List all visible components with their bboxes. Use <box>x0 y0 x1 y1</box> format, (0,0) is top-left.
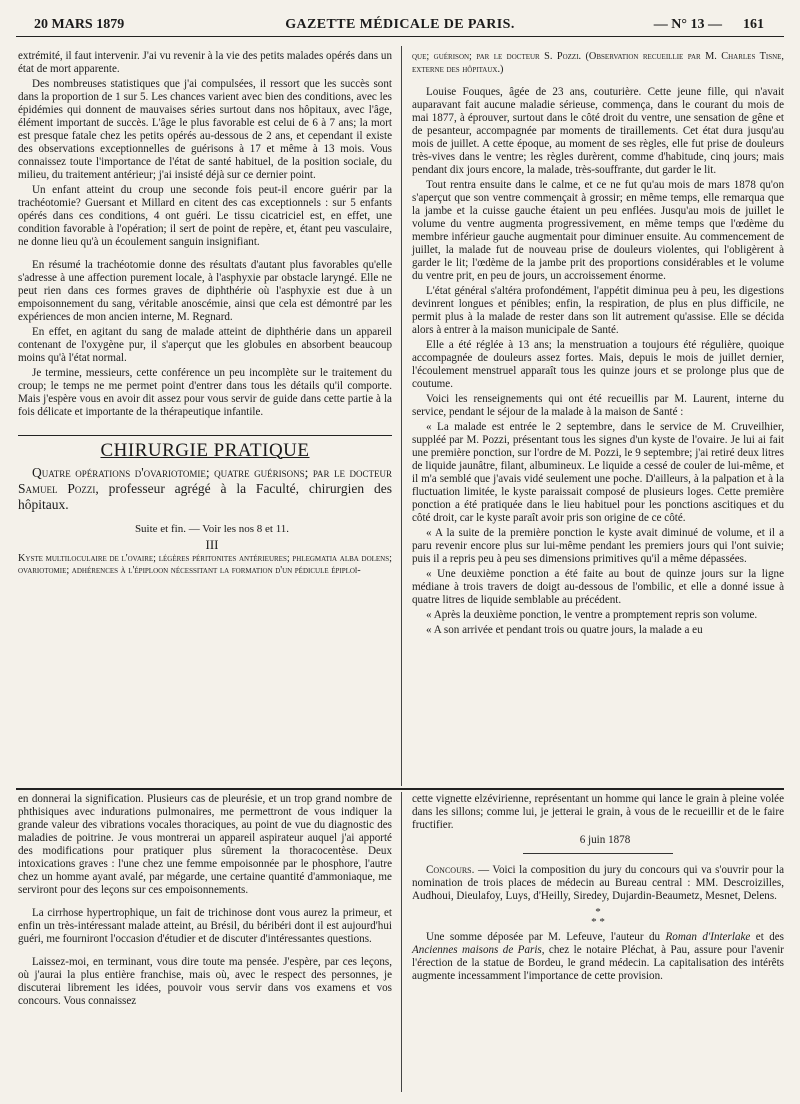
continuation-note: Suite et fin. — Voir les nos 8 et 11. <box>134 523 290 535</box>
column-right-top <box>412 50 784 639</box>
concours-notice <box>412 864 784 903</box>
paragraph: Un enfant atteint du croup une seconde fois peut-il encore guérir par la trachéotomie? Guersant et Millard en citent des cas exceptionnels : sur 5 enfants opérés dans ces conditions, 4 ont guéri. Le tissu cicatriciel est, en effet, une condition favorable à l'opération; il sert de point de repère, et, étant peu vasculaire, ne donne lieu qu'à un écoulement sanguin insignifiant. <box>18 184 392 248</box>
article-author: Samuel Pozzi <box>18 481 96 496</box>
observation-title-continued: que; guérison; par le docteur S. Pozzi. (Observation recueillie par M. Charles Tisne, externe des hôpitaux.) <box>412 51 784 75</box>
concours-text: — Voici la composition du jury du concours qui va s'ouvrir pour la nomination de trois places de médecin au Bureau central : MM. Descroizilles, Audhoui, Dieulafoy, Luys, d'Heilly, Siredey, Dujardin-Beaumetz, Mesnet, Delens. <box>412 864 784 902</box>
observation-title: Kyste multiloculaire de l'ovaire; légères péritonites antérieures; phlegmatia alba dolens; ovariotomie; adhérences à l'épiploon nécessitant la formation d'un pédicule épiploï- <box>18 553 392 576</box>
header-issue-number: — N° 13 — <box>653 17 722 32</box>
header-page-number: 161 <box>743 17 764 32</box>
paragraph: « Une deuxième ponction a été faite au bout de quinze jours sur la ligne médiane à trois travers de doigt au-dessous de l'ombilic, et elle a donné issue à quatre litres de liquide semblable au précédent. <box>412 568 784 606</box>
paragraph: « A la suite de la première ponction le kyste avait diminué de volume, et il a paru revenir encore plus sur lui-même pendant les premiers jours qui l'ont suivie; puis il a repris peu à peu ses dimensions primitives qu'il a même dépassées. <box>412 527 784 565</box>
paragraph: Laissez-moi, en terminant, vous dire toute ma pensée. J'espère, par ces leçons, où j'aurai la plus entière franchise, mais où, avec le respect des personnes, je discuterai librement les idées, pouvoir vous servir dans vos examens et vos concours. Vous connaissez <box>18 956 392 1007</box>
paragraph: extrémité, il faut intervenir. J'ai vu revenir à la vie des petits malades opérés dans un état de mort apparente. <box>18 50 392 75</box>
paragraph: Elle a été réglée à 13 ans; la menstruation a toujours été régulière, quoique accompagnée de douleurs assez fortes. Mais, depuis le mois de juillet dernier, l'écoulement menstruel apparaît tous les quinze jours et se prolonge plus que de coutume. <box>412 339 784 390</box>
column-divider-bottom <box>401 792 402 1092</box>
horizontal-divider <box>16 788 784 790</box>
paragraph: Je termine, messieurs, cette conférence un peu incomplète sur le traitement du croup; le temps ne me permet point d'entrer dans tous les détails qu'il comporte. Mais j'espère vous en avoir dit assez pour vous servir de guide dans cette partie à la fois délicate et importante de la thérapeutique infantile. <box>18 367 392 418</box>
statue-notice <box>412 931 784 983</box>
statue-text-c: , chez le notaire Pléchat, à Pau, assure pour l'avenir l'érection de la statue de Bordeu, le grand médecin. La capitalisation des intérêts augmente incessamment l'importance de cette provision. <box>412 944 784 982</box>
paragraph: L'état général s'altéra profondément, l'appétit diminua peu à peu, les digestions devinrent longues et pénibles; enfin, la respiration, de plus en plus difficile, ne permit plus à la malade de rester dans son lit autrement qu'assise. Elle se décida alors à entrer à la maison municipale de Santé. <box>412 285 784 336</box>
article-title-c: , professeur agrégé à la Faculté, chirurgien des hôpitaux. <box>18 481 392 512</box>
column-left-top <box>18 50 392 579</box>
section-heading: CHIRURGIE PRATIQUE <box>100 440 310 461</box>
paragraph: « A son arrivée et pendant trois ou quatre jours, la malade a eu <box>426 624 703 636</box>
statue-text-a: Une somme déposée par M. Lefeuve, l'auteur du <box>426 931 666 943</box>
paragraph: Des nombreuses statistiques que j'ai compulsées, il ressort que les succès sont dans la proportion de 1 sur 5. Les chances varient avec bien des conditions, avec les épidémies qui donnent de mauvaises séries surtout dans nos hôpitaux, avec l'âge, élément important de succès. L'âge le plus favorable est celui de 6 à 7 ans; la mort est presque fatale chez les petits opérés au-dessous de 2 ans, et cependant il existe des observations exceptionnelles de guérisons à 17 et même à 13 mois. Vous connaissez toute l'importance de l'état de santé habituel, de la position sociale, du milieu, du traitement antérieur; j'ai insisté déjà sur ce dernier point. <box>18 78 392 181</box>
statue-text-b: et des <box>750 931 784 943</box>
article-title-a: Quatre opérations d'ovariotomie; quatre guérisons; par le docteur <box>32 465 392 480</box>
surgery-section <box>18 435 392 577</box>
book-title-1: Roman d'Interlake <box>665 931 751 943</box>
paragraph: La cirrhose hypertrophique, un fait de trichinose dont vous aurez la primeur, et enfin un très-intéressant malade atteint, au Brésil, du béribéri dont il est aujourd'hui guéri, me fourniront l'occasion d'étudier et de discuter d'intéressantes questions. <box>18 907 392 945</box>
column-right-bottom <box>412 793 784 985</box>
paragraph: Tout rentra ensuite dans le calme, et ce ne fut qu'au mois de mars 1878 qu'on s'aperçut que son ventre commençait à grossir; en même temps, elle remarqua que la jambe et la cuisse gauche étaient un peu enflées. Jusqu'au mois de juillet le volume du ventre augmenta progressivement, en même temps que l'œdème du membre inférieur gauche augmentait pour diminuer ensuite. Au commencement de juillet, la malade fut de nouveau prise de douleurs violentes, qui l'obligèrent à garder le lit; l'œdème de la jambe prit des proportions considérables et le volume du ventre prit, en peu de jours, un accroissement énorme. <box>412 179 784 282</box>
part-number: III <box>205 537 219 552</box>
paragraph: en donnerai la signification. Plusieurs cas de pleurésie, et un trop grand nombre de phthisiques avec indurations pulmonaires, me permettront de vous indiquer la grande valeur des vibrations vocales thoraciques, au point de vue du diagnostic des maladies de poitrine. Je vous montrerai un appareil aspirateur auquel j'ai apporté des modifications pour pratiquer plus sûrement la thoracocentèse. Deux intoxications graves : l'une chez une femme empoisonnée par le phosphore, l'autre chez un homme ayant avalé, par mégarde, une certaine quantité d'ammoniaque, me serviront pour des leçons sur ces empoisonnements. <box>18 793 392 896</box>
paragraph: En effet, en agitant du sang de malade atteint de diphthérie dans un appareil contenant de l'oxygène pur, il s'aperçut que les globules en absorbent beaucoup moins qu'à l'état normal. <box>18 326 392 364</box>
asterism-bottom: * * <box>591 916 605 928</box>
header-title: GAZETTE MÉDICALE DE PARIS. <box>285 17 515 32</box>
lecture-date: 6 juin 1878 <box>579 834 631 846</box>
article-title <box>18 465 392 513</box>
paragraph: « Après la deuxième ponction, le ventre a promptement repris son volume. <box>426 609 758 621</box>
running-header <box>16 14 784 37</box>
paragraph: Voici les renseignements qui ont été recueillis par M. Laurent, interne du service, pendant le séjour de la malade à la maison de Santé : <box>412 393 784 418</box>
paragraph: En résumé la trachéotomie donne des résultats d'autant plus favorables qu'elle s'adresse à une affection purement locale, à l'asphyxie par obstacle laryngé. Elle ne peut rien dans ces formes graves de diphthérie où l'asphyxie est due à un empoisonnement du sang, véritable anoscémie, ainsi que cela est démontré par les expériences de mon ancien interne, M. Regnard. <box>18 259 392 323</box>
separator-rule <box>523 853 673 854</box>
book-title-2: Anciennes maisons de Paris <box>412 944 542 956</box>
paragraph: « La malade est entrée le 2 septembre, dans le service de M. Cruveilhier, suppléé par M. Pozzi, présentant tous les signes d'un kyste de l'ovaire. Je lui ai fait une première ponction, sur l'ordre de M. Pozzi, le 9 septembre; j'ai retiré deux litres de liquide jaunâtre, filant, albumineux. Le liquide a cessé de couler de lui-même, et il m'a semblé que j'avais vidé seulement une poche. D'ailleurs, à la palpation et à la fluctuation limitée, le kyste paraissait composé de plusieurs loges. Cette première ponction a été pratiquée dans le lieu habituel pour les ponctions ascitiques et du côté droit, car le kyste paraît avoir pris son origine de ce côté. <box>412 421 784 524</box>
asterism-top: * <box>595 906 601 918</box>
column-divider-top <box>401 46 402 786</box>
column-left-bottom <box>18 793 392 1010</box>
paragraph: Louise Fouques, âgée de 23 ans, couturière. Cette jeune fille, qui n'avait auparavant fait aucune maladie sérieuse, commença, dans le courant du mois de mai 1877, à éprouver, surtout dans le côté droit du ventre, une sensation de gêne et de pesanteur, accompagnée par moments de tiraillements. Cet état dura jusqu'au mois de juillet. A cette époque, au moment de ses règles, elle fut prise de douleurs très-vives dans le ventre; les règles durèrent, comme d'habitude, cinq jours; mais pendant dix jours encore, la malade, très-souffrante, dut garder le lit. <box>412 86 784 176</box>
asterism <box>412 907 784 927</box>
concours-label: Concours. <box>426 864 475 876</box>
header-date: 20 MARS 1879 <box>34 17 125 32</box>
paragraph: cette vignette elzévirienne, représentant un homme qui lance le grain à pleine volée dans les sillons; comme lui, je jetterai le grain, à vous de le recueillir et de le faire fructifier. <box>412 793 784 831</box>
